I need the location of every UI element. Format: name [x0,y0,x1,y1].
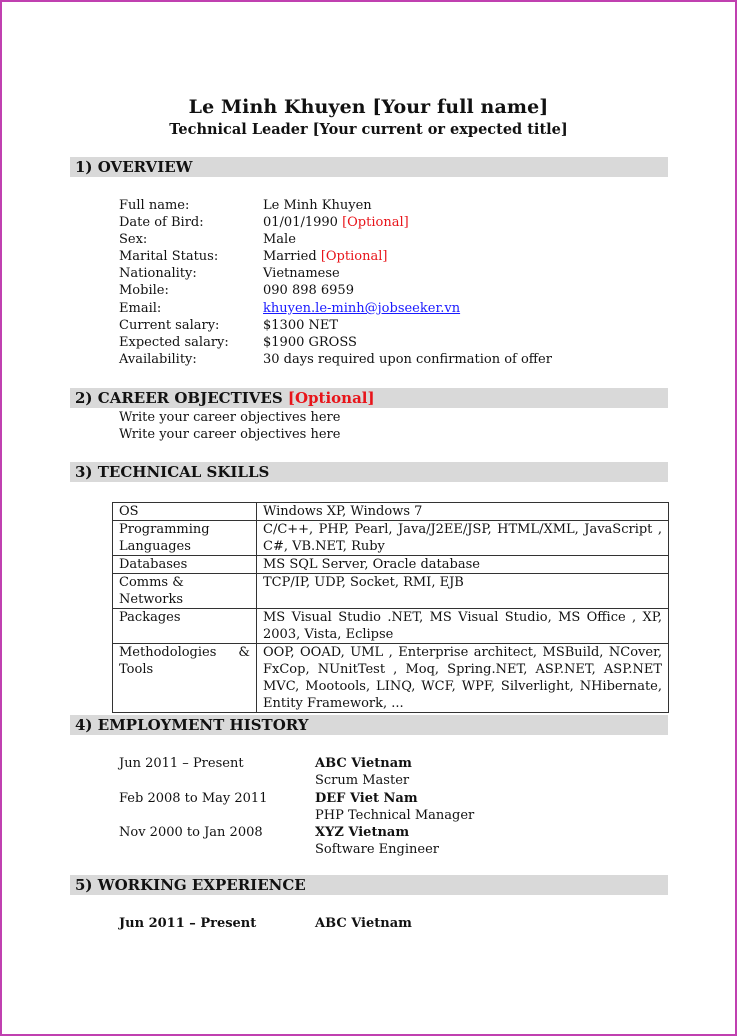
employment-role: Scrum Master [315,773,410,788]
optional-tag: [Optional] [342,215,409,230]
career-objective-line: Write your career objectives here [119,427,341,442]
skill-list: Windows XP, Windows 7 [257,503,669,521]
optional-tag: [Optional] [287,389,375,407]
overview-value: Le Minh Khuyen [263,198,372,213]
table-row [113,503,669,521]
skill-list: OOP, OOAD, UML , Enterprise architect, MSBuild, NCover, FxCop, NUnitTest , Moq, Spring.NET, ASP.NET, ASP.NET MVC, Mootools, LINQ, WCF, WPF, Silverlight, NHibernate, Entity Framework, ... [257,644,669,713]
skill-category: Comms & Networks [113,574,257,609]
employment-company: ABC Vietnam [315,756,412,771]
employment-period: Nov 2000 to Jan 2008 [119,825,263,840]
overview-value: 090 898 6959 [263,283,354,298]
experience-company: ABC Vietnam [315,916,412,931]
skill-category: Packages [113,609,257,644]
skill-list: TCP/IP, UDP, Socket, RMI, EJB [257,574,669,609]
overview-value-row [263,214,409,231]
overview-value: Vietnamese [263,266,340,281]
skill-list: MS Visual Studio .NET, MS Visual Studio, MS Office , XP, 2003, Vista, Eclipse [257,609,669,644]
overview-label: Email: [119,301,162,316]
section-heading-employment-history: 4) EMPLOYMENT HISTORY [70,715,668,735]
skill-category: Programming Languages [113,521,257,556]
section-heading-working-experience: 5) WORKING EXPERIENCE [70,875,668,895]
overview-label: Sex: [119,232,148,247]
overview-label: Expected salary: [119,335,229,350]
overview-label: Nationality: [119,266,197,281]
table-row [113,521,669,556]
candidate-name: Le Minh Khuyen [Your full name] [188,96,549,118]
skill-category: OS [113,503,257,521]
section-heading-technical-skills: 3) TECHNICAL SKILLS [70,462,668,482]
skills-table [112,502,669,713]
optional-tag: [Optional] [320,249,388,264]
overview-value-row [263,300,460,317]
section-heading-text: 2) CAREER OBJECTIVES [75,389,283,407]
table-row [113,609,669,644]
skill-category: Methodologies & Tools [113,644,257,713]
overview-label: Full name: [119,198,190,213]
overview-value: Married [263,249,317,264]
overview-label: Marital Status: [119,249,219,264]
overview-value: 30 days required upon confirmation of offer [263,352,552,367]
employment-company: DEF Viet Nam [315,791,418,806]
table-row [113,556,669,574]
skill-list: MS SQL Server, Oracle database [257,556,669,574]
employment-period: Feb 2008 to May 2011 [119,791,268,806]
email-link[interactable]: khuyen.le-minh@jobseeker.vn [263,301,461,316]
overview-label: Date of Bird: [119,215,204,230]
section-heading-career-objectives [70,388,668,408]
employment-company: XYZ Vietnam [315,825,410,840]
table-row [113,644,669,713]
career-objective-line: Write your career objectives here [119,410,341,425]
skill-list: C/C++, PHP, Pearl, Java/J2EE/JSP, HTML/XML, JavaScript , C#, VB.NET, Ruby [257,521,669,556]
experience-period: Jun 2011 – Present [119,916,257,931]
overview-value: $1900 GROSS [263,335,357,350]
candidate-title: Technical Leader [Your current or expected title] [169,121,568,138]
overview-value: 01/01/1990 [263,215,338,230]
overview-label: Availability: [119,352,197,367]
skill-category: Databases [113,556,257,574]
overview-value: Male [263,232,296,247]
section-heading-overview: 1) OVERVIEW [70,157,668,177]
overview-label: Mobile: [119,283,169,298]
employment-period: Jun 2011 – Present [119,756,244,771]
employment-role: Software Engineer [315,842,440,857]
table-row [113,574,669,609]
overview-value-row [263,248,387,265]
overview-value: $1300 NET [263,318,339,333]
overview-label: Current salary: [119,318,220,333]
employment-role: PHP Technical Manager [315,808,475,823]
